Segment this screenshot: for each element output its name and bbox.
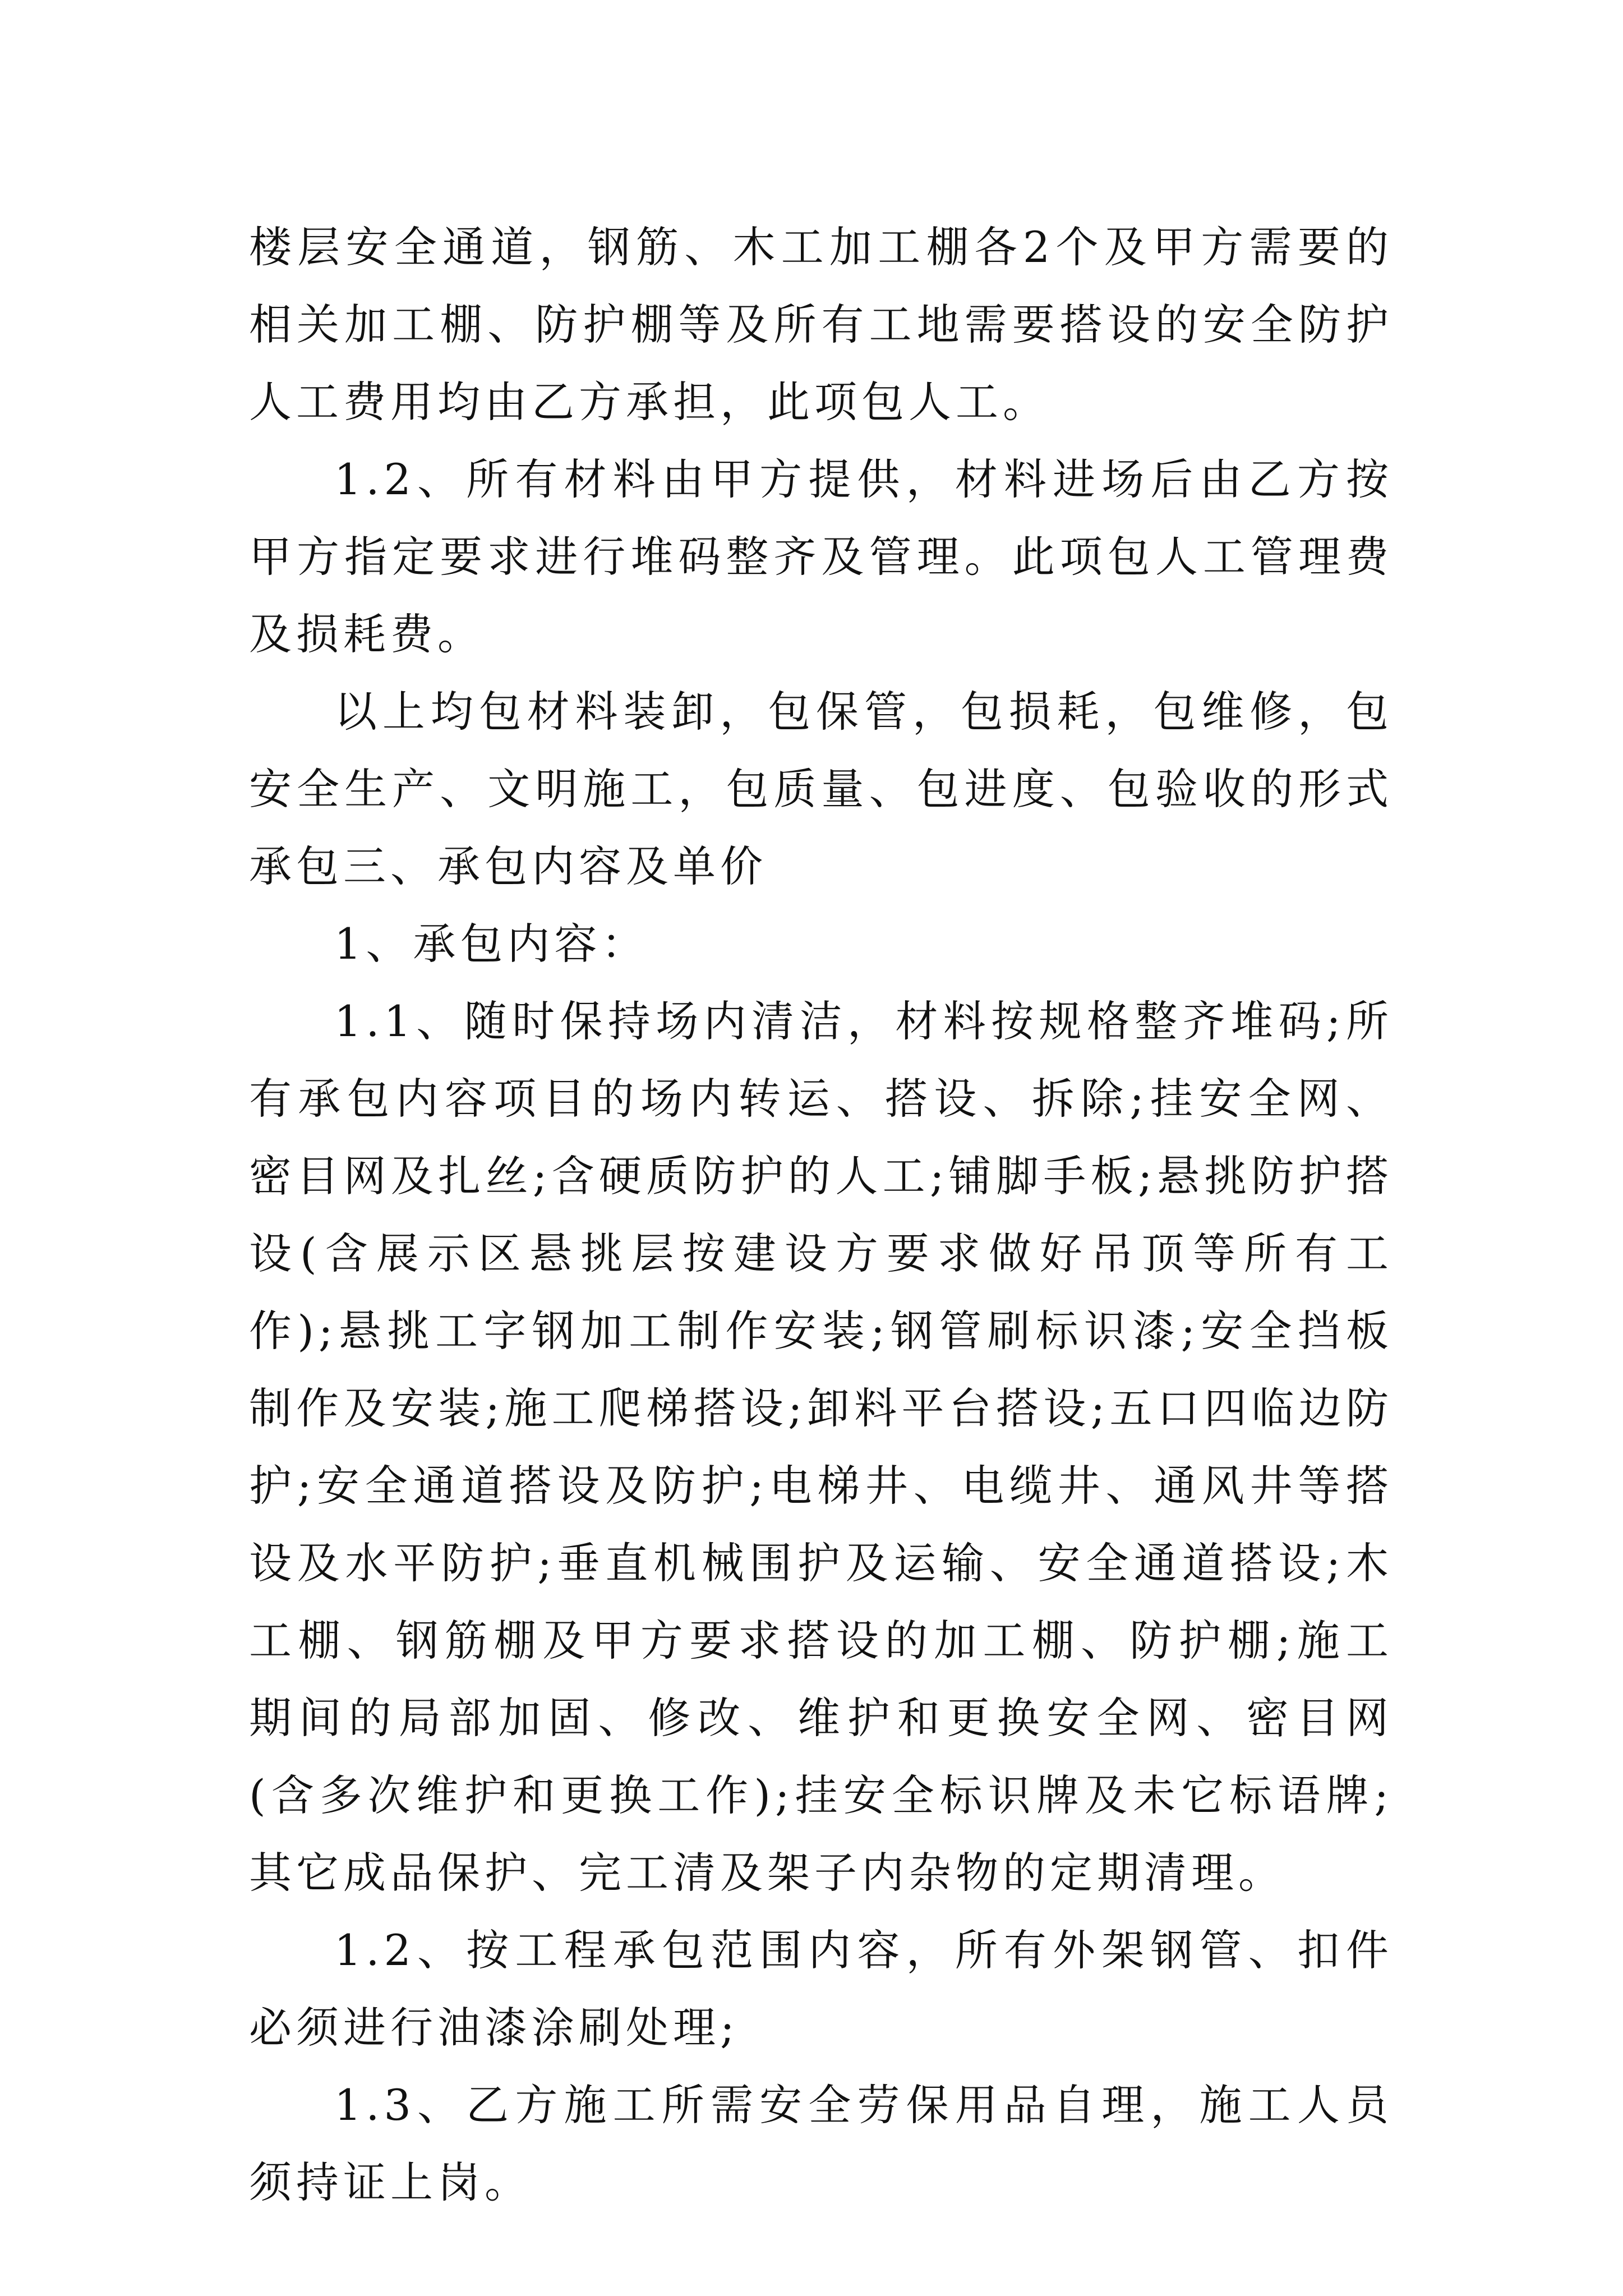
paragraph-4: 1、承包内容： — [334, 919, 649, 969]
paragraph-3: 以上均包材料装卸，包保管，包损耗，包维修，包安全生产、文明施工，包质量、包进度、包验收的形式承包三、承包内容及单价 — [249, 687, 1393, 891]
paragraph-5: 1.1、随时保持场内清洁，材料按规格整齐堆码;所有承包内容项目的场内转运、搭设、拆除;挂安全网、密目网及扎丝;含硬质防护的人工;铺脚手板;悬挑防护搭设(含展示区悬挑层按建设方要求做好吊顶等所有工作);悬挑工字钢加工制作安装;钢管刷标识漆;安全挡板制作及安装;施工爬梯搭设;卸料平台搭设;五口四临边防护;安全通道搭设及防护;电梯井、电缆井、通风井等搭设及水平防护;垂直机械围护及运输、安全通道搭设;木工棚、钢筋棚及甲方要求搭设的加工棚、防护棚;施工期间的局部加固、修改、维护和更换安全网、密目网(含多次维护和更换工作);挂安全标识牌及未它标语牌;其它成品保护、完工清及架子内杂物的定期清理。 — [249, 996, 1393, 1898]
paragraph-7: 1.3、乙方施工所需安全劳保用品自理，施工人员须持证上岗。 — [249, 2080, 1393, 2207]
paragraph-1: 楼层安全通道，钢筋、木工加工棚各2个及甲方需要的相关加工棚、防护棚等及所有工地需要搭设的安全防护人工费用均由乙方承担，此项包人工。 — [249, 222, 1393, 427]
paragraph-2: 1.2、所有材料由甲方提供，材料进场后由乙方按甲方指定要求进行堆码整齐及管理。此项包人工管理费及损耗费。 — [249, 454, 1393, 659]
document-body — [249, 209, 1393, 2221]
paragraph-6: 1.2、按工程承包范围内容，所有外架钢管、扣件必须进行油漆涂刷处理; — [249, 1925, 1393, 2053]
